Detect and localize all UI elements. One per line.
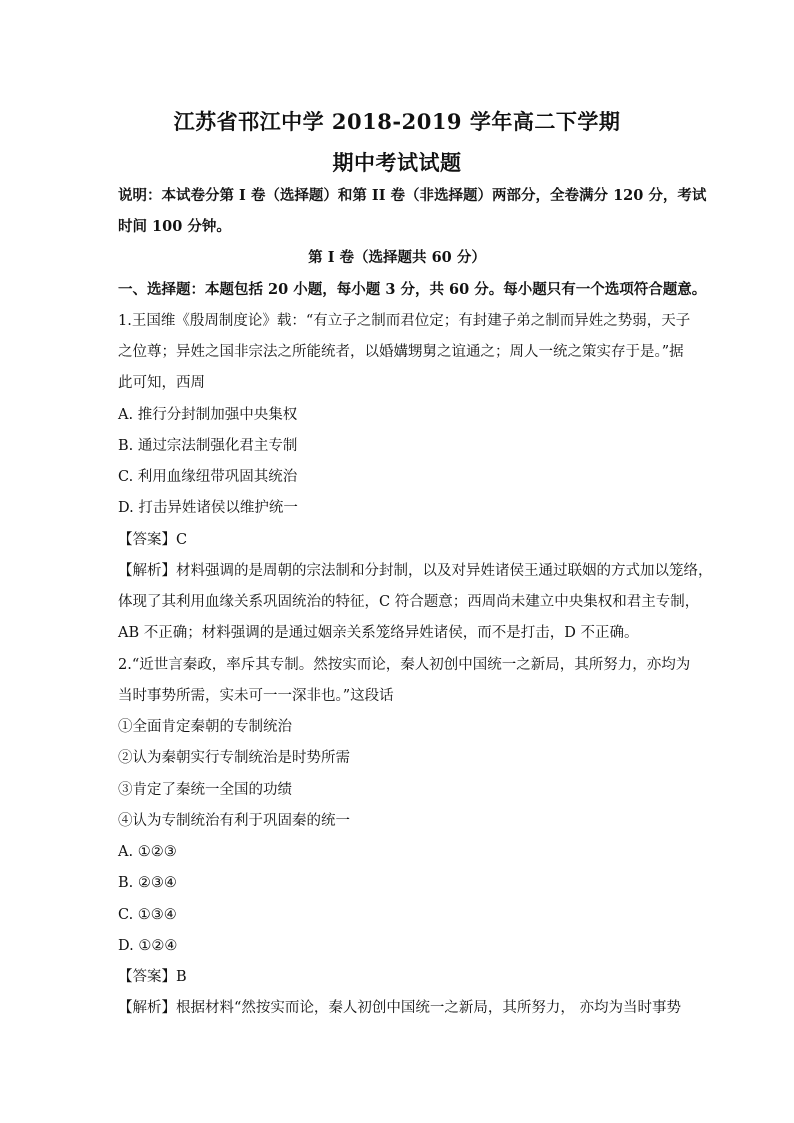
q2-statement-4: ④认为专制统治有利于巩固秦的统一 bbox=[118, 813, 350, 829]
q2-stem-line: 当时事势所需，实未可一一深非也。”这段话 bbox=[118, 688, 394, 704]
q2-option-c: C. ①③④ bbox=[118, 907, 177, 923]
q2-statement-1: ①全面肯定秦朝的专制统治 bbox=[118, 719, 292, 735]
q2-statement-3: ③肯定了秦统一全国的功绩 bbox=[118, 782, 292, 798]
q2-option-b: B. ②③④ bbox=[118, 875, 177, 891]
q1-option-a: A. 推行分封制加强中央集权 bbox=[118, 407, 298, 423]
q1-stem-line: 1.王国维《殷周制度论》载：“有立子之制而君位定；有封建子弟之制而异姓之势弱，天子 bbox=[118, 313, 691, 329]
q1-stem-line: 此可知，西周 bbox=[118, 375, 205, 391]
exam-title: 江苏省邗江中学 2018-2019 学年高二下学期 bbox=[173, 109, 621, 134]
q1-analysis-line: AB 不正确；材料强调的是通过姻亲关系笼络异姓诸侯，而不是打击，D 不正确。 bbox=[118, 625, 639, 641]
q1-option-b: B. 通过宗法制强化君主专制 bbox=[118, 438, 298, 454]
q2-option-a: A. ①②③ bbox=[118, 844, 177, 860]
q1-option-c: C. 利用血缘纽带巩固其统治 bbox=[118, 469, 298, 485]
section-heading: 第 I 卷（选择题共 60 分） bbox=[308, 249, 486, 266]
q1-analysis-line: 体现了其利用血缘关系巩固统治的特征，C 符合题意；西周尚未建立中央集权和君主专制， bbox=[118, 594, 700, 610]
instructions-line-2: 时间 100 分钟。 bbox=[118, 218, 231, 235]
q2-answer: 【答案】B bbox=[118, 969, 187, 985]
exam-subtitle: 期中考试试题 bbox=[332, 150, 462, 175]
q2-statement-2: ②认为秦朝实行专制统治是时势所需 bbox=[118, 750, 350, 766]
q1-analysis-line: 【解析】材料强调的是周朝的宗法制和分封制，以及对异姓诸侯王通过联姻的方式加以笼络， bbox=[118, 563, 713, 579]
q2-stem-line: 2.“近世言秦政，率斥其专制。然按实而论，秦人初创中国统一之新局，其所努力，亦均为 bbox=[118, 657, 691, 673]
q1-option-d: D. 打击异姓诸侯以维护统一 bbox=[118, 500, 298, 516]
q1-answer: 【答案】C bbox=[118, 532, 188, 548]
instructions-line-1: 说明：本试卷分第 I 卷（选择题）和第 II 卷（非选择题）两部分，全卷满分 120 分，考试 bbox=[118, 187, 707, 204]
q2-option-d: D. ①②④ bbox=[118, 938, 178, 954]
q2-analysis-line: 【解析】根据材料“然按实而论，秦人初创中国统一之新局，其所努力， 亦均为当时事势 bbox=[118, 1000, 682, 1016]
q1-stem-line: 之位尊；异姓之国非宗法之所能统者，以婚媾甥舅之谊通之；周人一统之策实存于是。”据 bbox=[118, 344, 684, 360]
part-heading: 一、选择题：本题包括 20 小题，每小题 3 分，共 60 分。每小题只有一个选项符合题意。 bbox=[118, 281, 707, 298]
